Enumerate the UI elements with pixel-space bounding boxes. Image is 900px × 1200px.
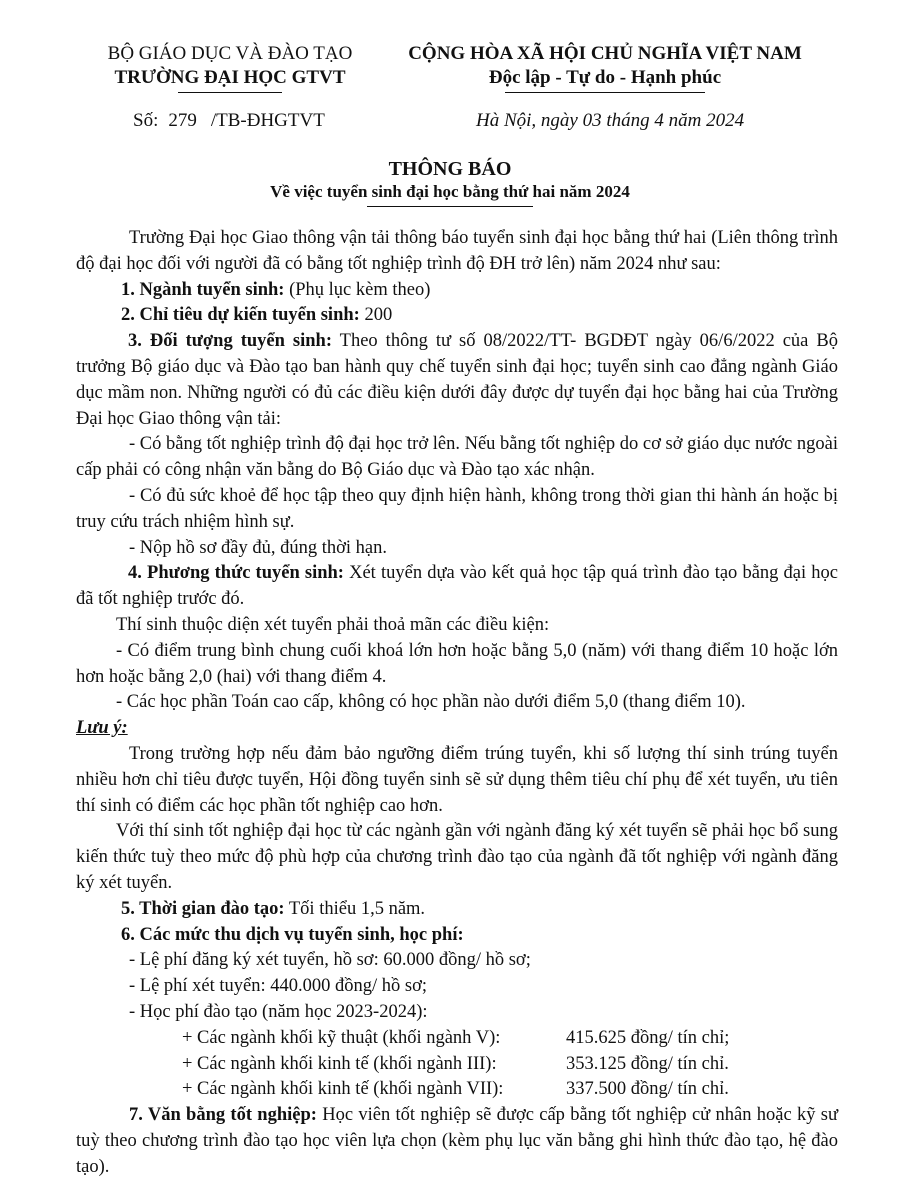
list-item: - Lệ phí xét tuyển: 440.000 đồng/ hồ sơ; [129, 976, 428, 997]
list-item: - Có bằng tốt nghiệp trình độ đại học trở lên. Nếu bằng tốt nghiệp do cơ sở giáo dục nước ngoài cấp phải có công nhận văn bằng do Bộ Giáo dục và Đào tạo xác nhận. [76, 434, 838, 481]
section-2-label: 2. Chỉ tiêu dự kiến tuyển sinh: [121, 305, 360, 326]
school-underline [178, 92, 282, 93]
issuer-header [60, 42, 400, 93]
section-6 [76, 923, 838, 949]
section-4 [76, 561, 838, 613]
section-4-text: Xét tuyển dựa vào kết quả học tập quá trình đào tạo bằng đại học đã tốt nghiệp trước đó. [76, 563, 839, 610]
fee-group: + Các ngành khối kỹ thuật (khối ngành V): [182, 1027, 501, 1048]
section-5-label: 5. Thời gian đào tạo: [121, 898, 285, 919]
section-7-label: 7. Văn bằng tốt nghiệp: [129, 1105, 317, 1126]
list-item: - Có điểm trung bình chung cuối khoá lớn hơn hoặc bằng 5,0 (năm) với thang điểm 10 hoặc lớn hơn hoặc bằng 2,0 (hai) với thang điểm 4. [76, 640, 838, 687]
list-item: - Học phí đào tạo (năm học 2023-2024): [129, 1001, 428, 1022]
section-7-text: Học viên tốt nghiệp sẽ được cấp bằng tốt nghiệp cử nhân hoặc kỹ sư tuỳ theo chương trình đào tạo học viên lựa chọn (kèm phụ lục văn bằng ghi hình thức đào tạo, hệ đào tạo). [76, 1105, 838, 1177]
document-number [133, 110, 325, 132]
intro-paragraph: Trường Đại học Giao thông vận tải thông báo tuyển sinh đại học bằng thứ hai (Liên thông trình độ đại học đối với người đã có bằng tốt nghiệp trình độ ĐH trở lên) năm 2024 như sau: [76, 228, 838, 274]
section-5 [76, 897, 838, 923]
fee-row [76, 1052, 838, 1078]
fee-row [76, 1077, 838, 1103]
document-body [76, 226, 838, 1180]
motto: Độc lập - Tự do - Hạnh phúc [488, 67, 722, 88]
title-underline [367, 206, 533, 207]
section-1-text: (Phụ lục kèm theo) [284, 279, 431, 300]
country-name: CỘNG HÒA XÃ HỘI CHỦ NGHĨA VIỆT NAM [408, 43, 802, 64]
note-label [76, 716, 838, 742]
fee-amount: 353.125 đồng/ tín chỉ. [566, 1053, 729, 1074]
place-date: Hà Nội, ngày 03 tháng 4 năm 2024 [476, 110, 745, 131]
section-2-text: 200 [359, 305, 393, 326]
ministry-name: BỘ GIÁO DỤC VÀ ĐÀO TẠO [107, 43, 353, 64]
motto-underline [505, 92, 705, 93]
section-5-text: Tối thiểu 1,5 năm. [284, 898, 426, 919]
section-3-label: 3. Đối tượng tuyển sinh: [128, 331, 332, 352]
national-header [395, 42, 815, 93]
list-item: - Các học phần Toán cao cấp, không có học phần nào dưới điểm 5,0 (thang điểm 10). [116, 692, 746, 713]
section-1-label: 1. Ngành tuyển sinh: [121, 279, 285, 300]
fee-amount: 337.500 đồng/ tín chỉ. [566, 1079, 729, 1100]
document-subtitle: Về việc tuyển sinh đại học bằng thứ hai năm 2024 [270, 182, 630, 201]
doc-number-value: 279 [168, 110, 197, 131]
note-paragraph: Với thí sinh tốt nghiệp đại học từ các ngành gần với ngành đăng ký xét tuyển sẽ phải học bổ sung kiến thức tuỳ theo mức độ phù hợp của chương trình đào tạo của ngành đã tốt nghiệp với ngành đăng ký xét tuyển. [76, 821, 838, 893]
section-6-label: 6. Các mức thu dịch vụ tuyển sinh, học phí: [121, 924, 464, 945]
document-title: THÔNG BÁO [388, 158, 512, 180]
fee-group: + Các ngành khối kinh tế (khối ngành III): [182, 1053, 497, 1074]
list-item: - Lệ phí đăng ký xét tuyển, hồ sơ: 60.000 đồng/ hồ sơ; [129, 950, 531, 971]
section-2 [76, 303, 838, 329]
note-label-text: Lưu ý: [76, 718, 128, 739]
doc-number-label: Số: [133, 110, 159, 131]
note-paragraph: Trong trường hợp nếu đảm bảo ngưỡng điểm trúng tuyển, khi số lượng thí sinh trúng tuyển nhiều hơn chỉ tiêu được tuyển, Hội đồng tuyển sinh sẽ sử dụng thêm tiêu chí phụ để xét tuyển, ưu tiên thí sinh có điểm các học phần tốt nghiệp cao hơn. [76, 743, 838, 816]
section-3 [76, 329, 838, 432]
section-3-text: Theo thông tư số 08/2022/TT- BGDĐT ngày 06/6/2022 của Bộ trưởng Bộ giáo dục và Đào tạo ban hành quy chế tuyển sinh đại học; tuyển sinh cao đẳng ngành Giáo dục mầm non. Những người có đủ các điều kiện dưới đây được dự tuyển đại học bằng hai của Trường Đại học Giao thông vận tải: [76, 331, 838, 429]
fee-row [76, 1026, 838, 1052]
list-item: - Nộp hồ sơ đầy đủ, đúng thời hạn. [129, 537, 387, 558]
section-1 [76, 278, 838, 304]
section-4-label: 4. Phương thức tuyển sinh: [128, 563, 344, 584]
doc-number-suffix: /TB-ĐHGTVT [210, 110, 325, 131]
fee-amount: 415.625 đồng/ tín chỉ; [566, 1027, 730, 1048]
fee-group: + Các ngành khối kinh tế (khối ngành VII): [182, 1079, 504, 1100]
list-item: - Có đủ sức khoẻ để học tập theo quy định hiện hành, không trong thời gian thi hành án hoặc bị truy cứu trách nhiệm hình sự. [76, 485, 838, 532]
title-block [0, 157, 900, 207]
school-name: TRƯỜNG ĐẠI HỌC GTVT [114, 67, 346, 88]
section-7 [76, 1103, 838, 1180]
conditions-intro: Thí sinh thuộc diện xét tuyển phải thoả mãn các điều kiện: [116, 614, 550, 635]
